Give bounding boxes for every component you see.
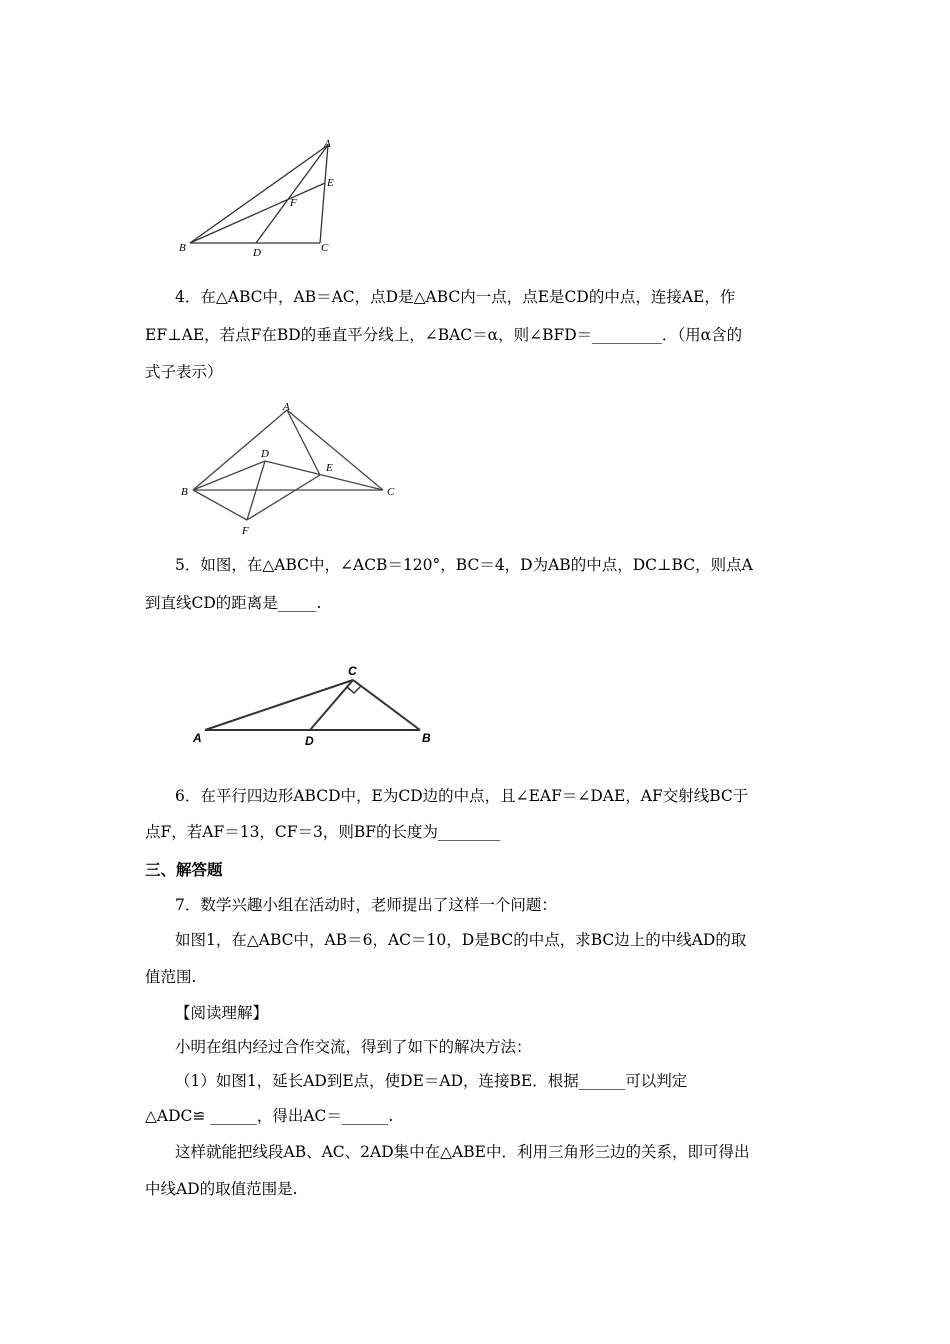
problem7-line2: 如图1，在△ABC中，AB＝6，AC＝10，D是BC的中点，求BC边上的中线AD的取 [175,931,747,949]
label-a: A [283,401,290,413]
problem7-reading-title: 【阅读理解】 [175,1004,269,1022]
label-d: D [305,734,314,748]
problem7-line1: 7．数学兴趣小组在活动时，老师提出了这样一个问题： [175,896,557,914]
label-c: C [348,664,357,678]
label-a: A [193,731,202,745]
figure4-diagram [175,395,405,540]
problem5-line2: 到直线CD的距离是_____. [145,594,322,612]
label-e: E [326,462,333,474]
section3-title: 三、解答题 [145,860,223,879]
problem7-line5: （1）如图1，延长AD到E点，使DE＝AD，连接BE．根据______可以判定 [175,1072,688,1090]
label-a: A [324,138,331,150]
problem4-line3: 式子表示） [145,363,223,381]
problem6-line1: 6．在平行四边形ABCD中，E为CD边的中点，且∠EAF＝∠DAE，AF交射线BC于 [175,787,749,805]
problem4-line2: EF⊥AE，若点F在BD的垂直平分线上，∠BAC＝α，则∠BFD＝_________．（用α含的 [145,326,743,344]
problem7-line8: 中线AD的取值范围是. [145,1180,298,1198]
seg-be [190,183,325,243]
label-f: F [290,197,297,209]
problem7-line4: 小明在组内经过合作交流，得到了如下的解决方法： [175,1038,532,1056]
problem4-line1: 4．在△ABC中，AB＝AC，点D是△ABC内一点，点E是CD的中点，连接AE，作 [175,288,736,306]
problem5-line1: 5．如图，在△ABC中，∠ACB＝120°，BC＝4，D为AB的中点，DC⊥BC，则点A [175,556,753,574]
problem7-line3: 值范围. [145,968,197,986]
seg-ad [256,145,328,243]
problem7-line6: △ADC≌ ______，得出AC＝______. [145,1107,394,1125]
label-c: C [321,242,329,254]
figure5-diagram [185,660,445,750]
label-d: D [253,247,261,259]
label-f: F [242,525,249,537]
label-d: D [261,448,269,460]
label-e: E [327,177,334,189]
seg-ab [190,145,328,243]
label-b: B [181,486,188,498]
problem7-line7: 这样就能把线段AB、AC、2AD集中在△ABE中．利用三角形三边的关系，即可得出 [175,1143,750,1161]
label-b: B [422,731,431,745]
problem6-line2: 点F，若AF＝13，CF＝3，则BF的长度为________ [145,823,501,841]
seg-ac [320,145,328,243]
label-b: B [179,242,186,254]
figure-top-triangle [170,135,350,260]
label-c: C [387,486,395,498]
